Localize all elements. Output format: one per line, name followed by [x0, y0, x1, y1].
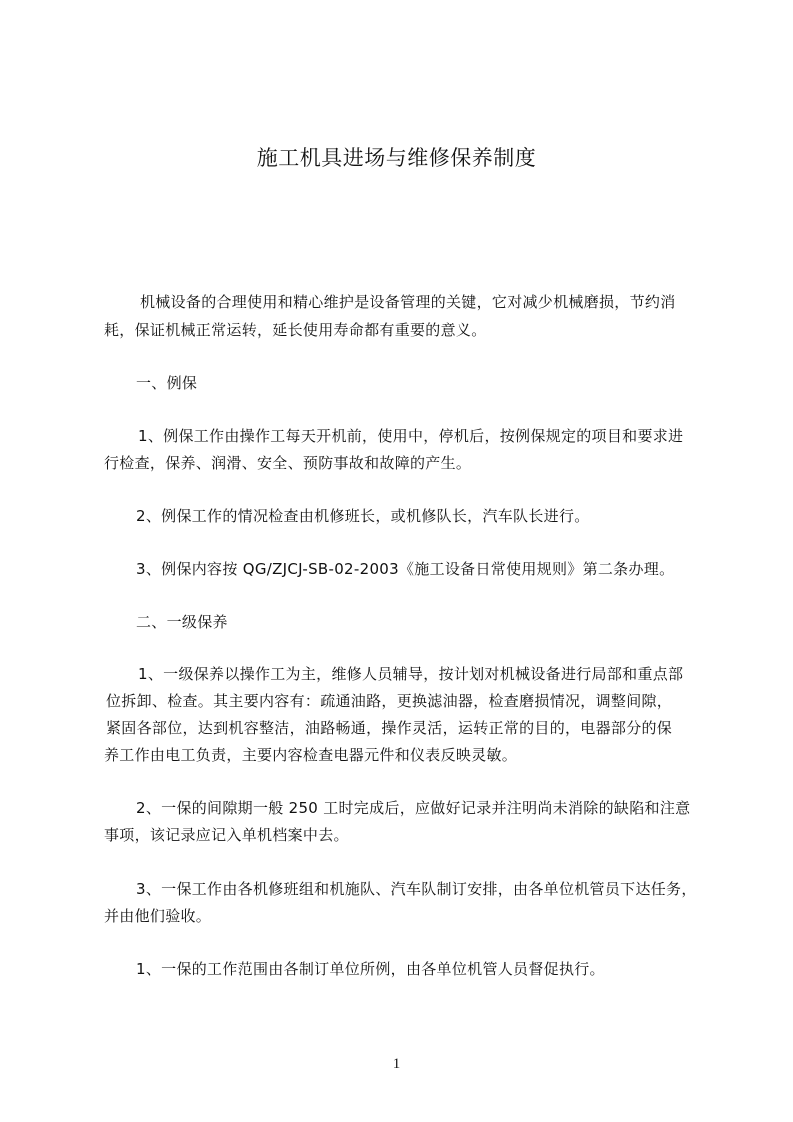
section-heading-1: 一、例保: [136, 374, 198, 392]
intro-line-1: 机械设备的合理使用和精心维护是设备管理的关键，它对减少机械磨损，节约消: [140, 293, 676, 311]
paragraph-line: 1、一保的工作范围由各制订单位所例，由各单位机管人员督促执行。: [136, 960, 605, 978]
paragraph-line: 并由他们验收。: [104, 907, 212, 925]
paragraph-line: 2、一保的间隙期一般 250 工时完成后，应做好记录并注明尚未消除的缺陷和注意: [136, 799, 691, 817]
paragraph-line: 位拆卸、检查。其主要内容有：疏通油路，更换滤油器，检查磨损情况，调整间隙，: [106, 692, 673, 710]
paragraph-line: 3、一保工作由各机修班组和机施队、汽车队制订安排，由各单位机管员下达任务，: [136, 880, 697, 898]
paragraph-line: 事项，该记录应记入单机档案中去。: [104, 826, 349, 844]
intro-line-2: 耗，保证机械正常运转，延长使用寿命都有重要的意义。: [104, 321, 487, 339]
paragraph-line: 行检查，保养、润滑、安全、预防事故和故障的产生。: [104, 454, 472, 472]
paragraph-line: 紧固各部位，达到机容整洁，油路畅通，操作灵活，运转正常的目的，电器部分的保: [106, 719, 673, 737]
section-heading-2: 二、一级保养: [136, 613, 228, 631]
paragraph-line: 养工作由电工负责，主要内容检查电器元件和仪表反映灵敏。: [104, 746, 518, 764]
paragraph-line: 1、例保工作由操作工每天开机前，使用中，停机后，按例保规定的项目和要求进: [138, 427, 684, 445]
paragraph-line: 1、一级保养以操作工为主，维修人员辅导，按计划对机械设备进行局部和重点部: [138, 665, 684, 683]
paragraph-line: 3、例保内容按 QG/ZJCJ-SB-02-2003《施工设备日常使用规则》第二条办理。: [136, 560, 675, 578]
page-number: 1: [392, 1056, 401, 1072]
document-title: 施工机具进场与维修保养制度: [256, 146, 537, 170]
paragraph-line: 2、例保工作的情况检查由机修班长，或机修队长，汽车队长进行。: [136, 507, 590, 525]
